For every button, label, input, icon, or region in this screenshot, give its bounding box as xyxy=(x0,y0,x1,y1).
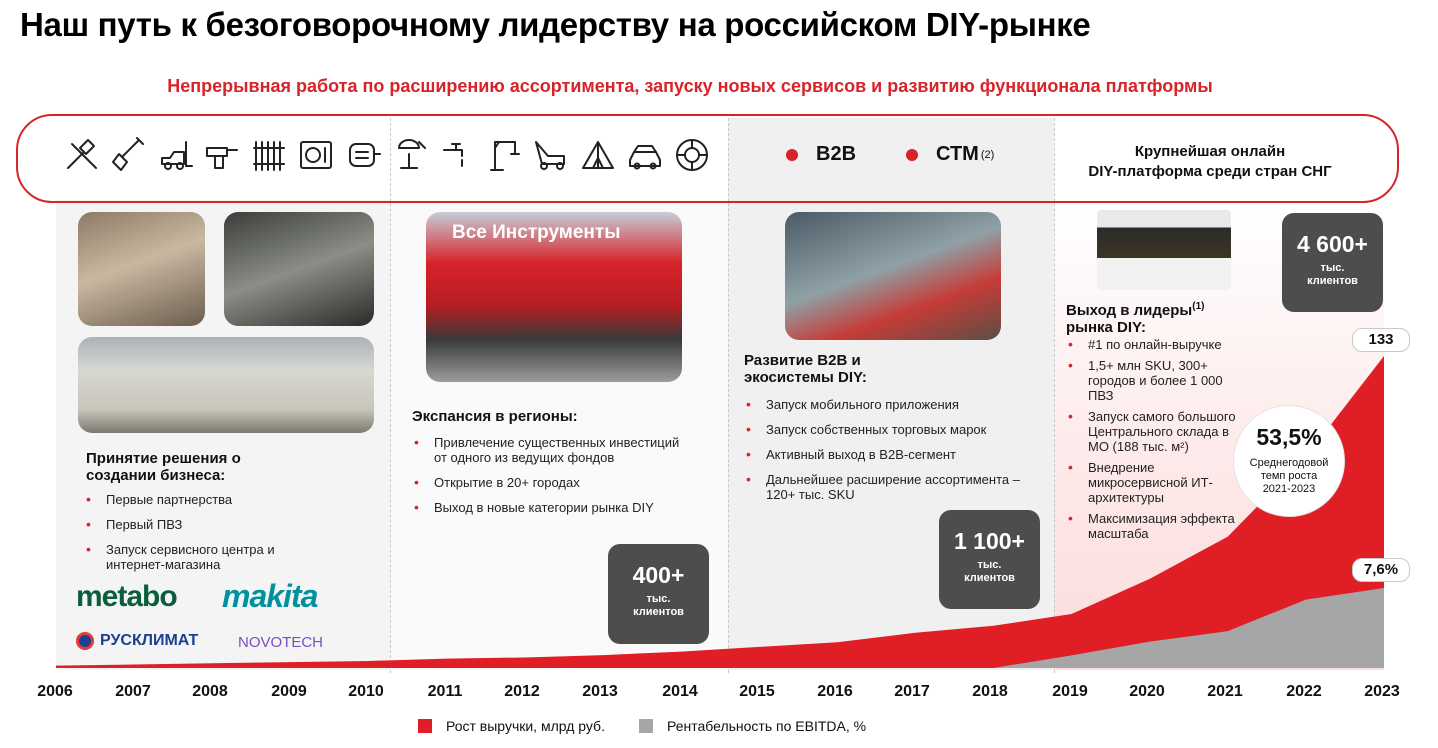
platform-line-1: Крупнейшая онлайн xyxy=(1134,143,1286,160)
year-tick-label: 2006 xyxy=(37,683,73,700)
lawn-mower-icon xyxy=(532,134,570,176)
period1-heading-line-1: Принятие решения о xyxy=(86,450,241,467)
legend-label-ebitda: Рентабельность по EBITDA, % xyxy=(666,718,867,734)
list-item: • Активный выход в B2B-сегмент xyxy=(744,447,1044,462)
page-title: Наш путь к безоговорочному лидерству на российском DIY-рынке xyxy=(20,6,1091,43)
period4-bullets xyxy=(1066,337,1244,547)
period2-kpi-box xyxy=(608,544,709,644)
year-tick-label: 2015 xyxy=(739,683,775,700)
legend-swatch-ebitda xyxy=(639,719,653,733)
shovel-icon xyxy=(109,134,147,176)
period3-heading-line-1: Развитие B2B и xyxy=(744,352,861,369)
platform-line-2: DIY-платформа среди стран СНГ xyxy=(1088,163,1332,180)
tent-icon xyxy=(579,134,617,176)
legend-label-revenue: Рост выручки, млрд руб. xyxy=(446,718,605,734)
platform-caption xyxy=(1060,142,1360,182)
year-axis xyxy=(0,683,1438,703)
drill-icon xyxy=(203,134,241,176)
year-tick-label: 2021 xyxy=(1207,683,1243,700)
forklift-icon xyxy=(156,134,194,176)
year-tick-label: 2023 xyxy=(1364,683,1400,700)
tag-stm xyxy=(906,143,994,166)
kpi-unit-2: клиентов xyxy=(964,572,1015,584)
cagr-label-2: темп роста xyxy=(1260,470,1318,482)
legend-swatch-revenue xyxy=(418,719,432,733)
kpi-unit-2: клиентов xyxy=(633,606,684,618)
radiator-icon xyxy=(250,134,288,176)
founder-photo xyxy=(78,212,205,326)
period3-bullets xyxy=(744,397,1044,512)
metabo-logo: metabo xyxy=(76,580,177,613)
revenue-2023-label: 133 xyxy=(1352,328,1410,352)
b2b-photo xyxy=(785,212,1001,340)
red-dot-icon xyxy=(786,149,798,161)
list-item: • Первые партнерства xyxy=(84,492,314,507)
kpi-value: 1 100+ xyxy=(954,528,1025,554)
period3-kpi-box xyxy=(939,510,1040,609)
tag-stm-label: СТМ xyxy=(936,143,979,165)
page-subtitle: Непрерывная работа по расширению ассортимента, запуску новых сервисов и развитию функционала платформы xyxy=(167,76,1213,96)
period3-heading xyxy=(744,352,867,386)
period1-heading-line-2: создании бизнеса: xyxy=(86,467,226,484)
period1-heading xyxy=(86,450,241,484)
faucet-icon xyxy=(438,134,476,176)
period4-heading-line-2: рынка DIY: xyxy=(1066,319,1146,336)
makita-logo: makita xyxy=(222,578,318,614)
list-item: • #1 по онлайн-выручке xyxy=(1066,337,1244,352)
year-tick-label: 2012 xyxy=(504,683,540,700)
first-building-photo xyxy=(78,337,374,433)
list-item: • Дальнейшее расширение ассортимента – 120+ тыс. SKU xyxy=(744,472,1044,502)
year-tick-label: 2008 xyxy=(192,683,228,700)
website-screenshot xyxy=(1097,210,1231,290)
tools-icon xyxy=(62,134,100,176)
kpi-unit-2: клиентов xyxy=(1307,275,1358,287)
welding-machine-icon xyxy=(344,134,382,176)
rusklimat-mark-icon xyxy=(76,632,94,650)
car-icon xyxy=(626,134,664,176)
year-tick-label: 2007 xyxy=(115,683,151,700)
novotech-logo: NOVOTECH xyxy=(238,634,324,651)
legend-item-revenue xyxy=(418,718,605,734)
list-item: • Запуск самого большого Центрального склада в МО (188 тыс. м²) xyxy=(1066,409,1244,454)
period4-heading xyxy=(1066,298,1204,336)
list-item: • Внедрение микросервисной ИТ-архитектуры xyxy=(1066,460,1244,505)
list-item: • Первый ПВЗ xyxy=(84,517,314,532)
year-tick-label: 2018 xyxy=(972,683,1008,700)
year-tick-label: 2016 xyxy=(817,683,853,700)
list-item: • Открытие в 20+ городах xyxy=(412,475,682,490)
tag-b2b xyxy=(786,143,856,166)
list-item: • Привлечение существенных инвестиций от одного из ведущих фондов xyxy=(412,435,682,465)
period4-kpi-box xyxy=(1282,213,1383,312)
category-icons xyxy=(62,134,711,176)
list-item: • Запуск сервисного центра и интернет-магазина xyxy=(84,542,314,572)
list-item: • 1,5+ млн SKU, 300+ городов и более 1 000 ПВЗ xyxy=(1066,358,1244,403)
period2-bullets xyxy=(412,435,682,525)
tag-b2b-label: B2B xyxy=(816,143,857,165)
period3-heading-line-2: экосистемы DIY: xyxy=(744,369,867,386)
store-photo xyxy=(426,212,682,382)
ebitda-2023-label: 7,6% xyxy=(1352,558,1410,582)
period4-heading-note: (1) xyxy=(1192,301,1205,312)
cagr-value: 53,5% xyxy=(1256,424,1322,450)
year-tick-label: 2009 xyxy=(271,683,307,700)
period2-heading: Экспансия в регионы: xyxy=(412,408,578,425)
store-sign: Все Инструменты xyxy=(452,222,621,243)
list-item: • Выход в новые категории рынка DIY xyxy=(412,500,682,515)
kpi-unit-1: тыс. xyxy=(1320,262,1345,274)
period4-heading-line-1: Выход в лидеры xyxy=(1066,302,1193,319)
cagr-label-3: 2021-2023 xyxy=(1262,483,1316,495)
kpi-value: 4 600+ xyxy=(1297,231,1368,257)
list-item: • Запуск мобильного приложения xyxy=(744,397,1044,412)
rusklimat-logo-text: РУСКЛИМАТ xyxy=(100,632,199,649)
year-tick-label: 2010 xyxy=(348,683,384,700)
kpi-value: 400+ xyxy=(632,562,685,588)
year-tick-label: 2019 xyxy=(1052,683,1088,700)
crane-icon xyxy=(485,134,523,176)
rusklimat-logo xyxy=(76,632,198,650)
cagr-label-1: Среднегодовой xyxy=(1249,457,1329,469)
tag-stm-note: (2) xyxy=(980,148,995,161)
air-conditioner-icon xyxy=(297,134,335,176)
year-tick-label: 2020 xyxy=(1129,683,1165,700)
kpi-unit-1: тыс. xyxy=(977,559,1002,571)
chart-legend xyxy=(418,718,900,734)
period1-bullets xyxy=(84,492,314,582)
workwear-icon xyxy=(391,134,429,176)
cagr-circle xyxy=(1233,405,1345,517)
list-item: • Запуск собственных торговых марок xyxy=(744,422,1044,437)
list-item: • Максимизация эффекта масштаба xyxy=(1066,511,1244,541)
kpi-unit-1: тыс. xyxy=(646,593,671,605)
tire-icon xyxy=(673,134,711,176)
legend-item-ebitda xyxy=(639,718,866,734)
year-tick-label: 2017 xyxy=(894,683,930,700)
year-tick-label: 2013 xyxy=(582,683,618,700)
red-dot-icon xyxy=(906,149,918,161)
founders-photo xyxy=(224,212,374,326)
year-tick-label: 2011 xyxy=(427,683,463,700)
year-tick-label: 2022 xyxy=(1286,683,1322,700)
year-tick-label: 2014 xyxy=(662,683,698,700)
